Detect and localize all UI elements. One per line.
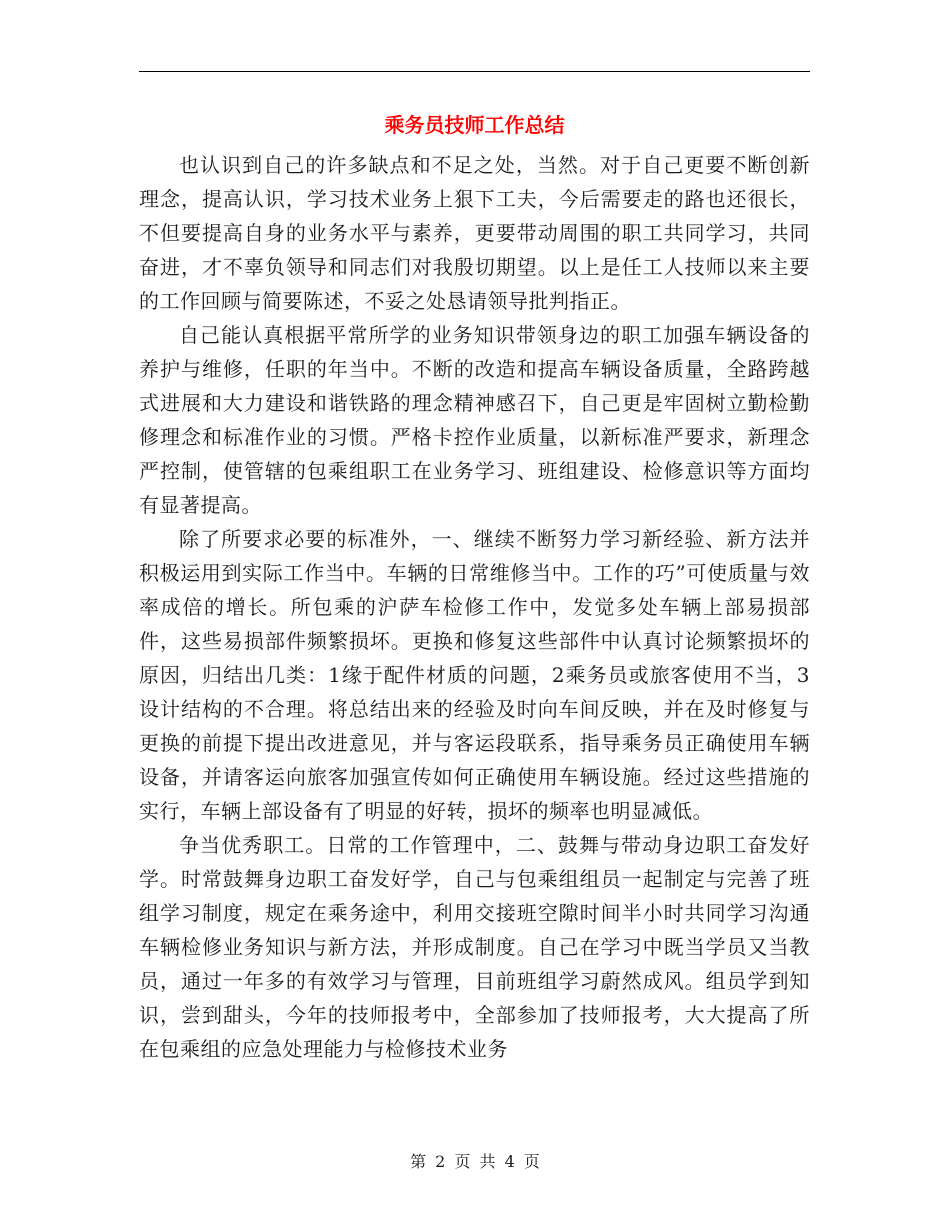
- paragraph-2: 自己能认真根据平常所学的业务知识带领身边的职工加强车辆设备的养护与维修，任职的年当中。不断的改造和提高车辆设备质量，全路跨越式进展和大力建设和谐铁路的理念精神感召下，自己更是牢固树立勤检勤修理念和标准作业的习惯。严格卡控作业质量，以新标准严要求，新理念严控制，使管辖的包乘组职工在业务学习、班组建设、检修意识等方面均有显著提高。: [139, 323, 810, 517]
- document-body: [139, 148, 810, 1066]
- paragraph-4: 争当优秀职工。日常的工作管理中，二、鼓舞与带动身边职工奋发好学。时常鼓舞身边职工奋发好学，自己与包乘组组员一起制定与完善了班组学习制度，规定在乘务途中，利用交接班空隙时间半小时共同学习沟通车辆检修业务知识与新方法，并形成制度。自己在学习中既当学员又当教员，通过一年多的有效学习与管理，目前班组学习蔚然成风。组员学到知识，尝到甜头，今年的技师报考中，全部参加了技师报考，大大提高了所在包乘组的应急处理能力与检修技术业务: [139, 833, 810, 1061]
- paragraph-1: 也认识到自己的许多缺点和不足之处，当然。对于自己更要不断创新理念，提高认识，学习技术业务上狠下工夫，今后需要走的路也还很长，不但要提高自身的业务水平与素养，更要带动周围的职工共同学习，共同奋进，才不辜负领导和同志们对我殷切期望。以上是任工人技师以来主要的工作回顾与简要陈述，不妥之处恳请领导批判指正。: [139, 153, 810, 313]
- header-rule: [139, 71, 810, 72]
- paragraph-3: 除了所要求必要的标准外，一、继续不断努力学习新经验、新方法并积极运用到实际工作当中。车辆的日常维修当中。工作的巧”可使质量与效率成倍的增长。所包乘的沪萨车检修工作中，发觉多处车辆上部易损部件，这些易损部件频繁损坏。更换和修复这些部件中认真讨论频繁损坏的原因，归结出几类：1缘于配件材质的问题，2乘务员或旅客使用不当，3设计结构的不合理。将总结出来的经验及时向车间反映，并在及时修复与更换的前提下提出改进意见，并与客运段联系，指导乘务员正确使用车辆设备，并请客运向旅客加强宣传如何正确使用车辆设施。经过这些措施的实行，车辆上部设备有了明显的好转，损坏的频率也明显减低。: [139, 527, 810, 823]
- page-number-footer: 第 2 页 共 4 页: [410, 1152, 540, 1171]
- document-title: 乘务员技师工作总结: [384, 113, 565, 137]
